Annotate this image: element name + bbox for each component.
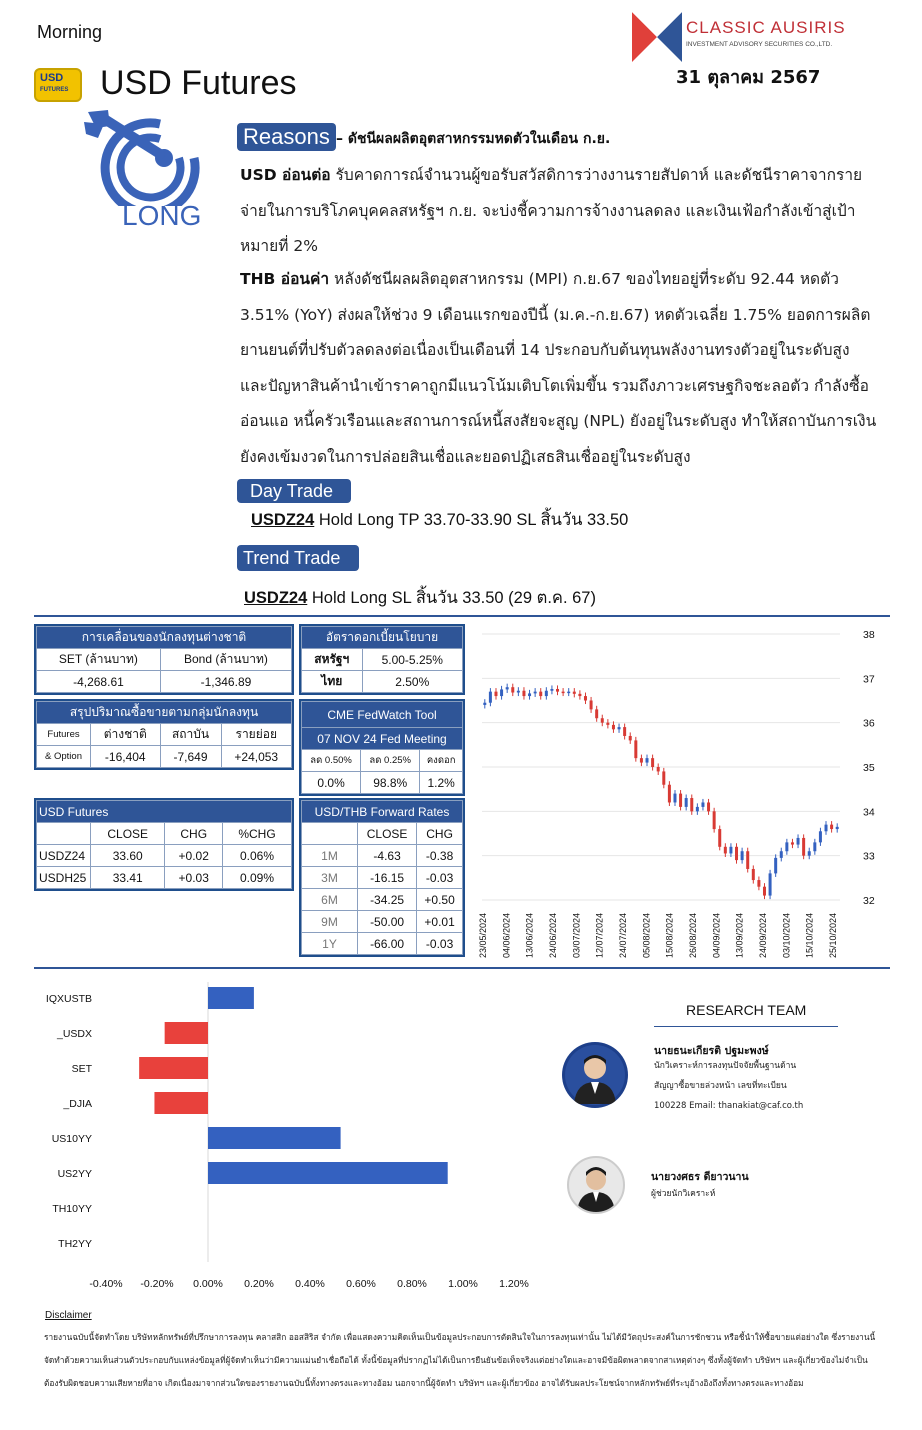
candle-body: [774, 858, 777, 874]
col-chg: CHG: [417, 823, 463, 845]
y-tick-label: 37: [863, 673, 875, 686]
candle-body: [735, 847, 738, 860]
table-row: [302, 889, 463, 911]
row-chg: -0.38: [417, 845, 463, 867]
x-tick-label: -0.40%: [89, 1278, 123, 1290]
bar-category-label: SET: [71, 1063, 92, 1075]
foreign-flow-title: การเคลื่อนของนักลงทุนต่างชาติ: [37, 627, 292, 649]
bar-category-label: US2YY: [57, 1168, 92, 1180]
candle-body: [729, 847, 732, 854]
day-trade-text: Hold Long TP 33.70-33.90 SL สิ้นวัน 33.50: [314, 511, 629, 529]
candle-body: [791, 842, 794, 844]
bar: [154, 1092, 208, 1114]
row-symbol: USDZ24: [37, 845, 91, 867]
rate-country: สหรัฐฯ: [302, 649, 363, 671]
row-close: -16.15: [358, 867, 417, 889]
analyst-2-avatar: [567, 1156, 625, 1214]
analyst-1-role-1: นักวิเคราะห์การลงทุนปัจจัยพื้นฐานด้าน: [654, 1061, 797, 1071]
value-set: -4,268.61: [37, 671, 161, 693]
x-tick-label: 03/07/2024: [571, 912, 582, 958]
session-label: Morning: [37, 22, 103, 42]
policy-rate-table: [299, 624, 465, 695]
row-tenor: 1Y: [302, 933, 358, 955]
market-change-bar-chart: [34, 980, 554, 1300]
thb-lead: THB อ่อนค่า: [240, 270, 330, 288]
trend-trade-pill: Trend Trade: [237, 545, 359, 571]
x-tick-label: 1.00%: [448, 1278, 478, 1290]
investor-group-title: สรุปปริมาณซื้อขายตามกลุ่มนักลงทุน: [37, 702, 292, 724]
candle-body: [780, 851, 783, 858]
col-institution: สถาบัน: [160, 724, 221, 746]
y-tick-label: 33: [863, 850, 875, 863]
bar-category-label: _DJIA: [63, 1098, 92, 1110]
x-tick-label: 04/09/2024: [711, 912, 722, 958]
fedwatch-table: [299, 699, 465, 796]
day-trade-line: [251, 507, 628, 533]
candle-body: [662, 771, 665, 784]
candle-body: [494, 692, 497, 696]
brand-logo-icon: [632, 12, 682, 62]
table-row: [302, 933, 463, 955]
row-tenor: 6M: [302, 889, 358, 911]
usd-paragraph: [240, 158, 880, 265]
bar-category-label: TH2YY: [58, 1238, 92, 1250]
candle-body: [825, 825, 828, 832]
row-chg: +0.01: [417, 911, 463, 933]
reasons-pill: Reasons: [237, 123, 336, 151]
candle-body: [763, 887, 766, 896]
row-chg: +0.50: [417, 889, 463, 911]
foreign-flow-table: [34, 624, 294, 695]
candle-body: [797, 838, 800, 845]
bar-category-label: TH10YY: [52, 1203, 92, 1215]
bar: [208, 1162, 448, 1184]
bar-category-label: US10YY: [51, 1133, 92, 1145]
report-title: USD Futures: [100, 64, 297, 102]
signal-label: LONG: [122, 200, 202, 231]
candle-body: [545, 691, 548, 696]
table-row: [37, 867, 292, 889]
row-chg: -0.03: [417, 867, 463, 889]
x-tick-label: 26/08/2024: [688, 912, 698, 958]
candle-body: [813, 842, 816, 851]
analyst-1-avatar: [562, 1042, 628, 1108]
candle-body: [489, 692, 492, 703]
usd-text: รับคาดการณ์จำนวนผู้ขอรับสวัสดิการว่างงานรายสัปดาห์ และดัชนีราคาจากรายจ่ายในการบริโภคบุคคลสหรัฐฯ ก.ย. จะบ่งชี้ความการจ้างงานลดลง และเงินเฟ้อกำลังเข้าสู่เป้าหมายที่ 2%: [240, 166, 863, 255]
usd-futures-table: [34, 798, 294, 891]
thb-text: หลังดัชนีผลผลิตอุตสาหกรรม (MPI) ก.ย.67 ของไทยอยู่ที่ระดับ 92.44 หดตัว 3.51% (YoY) ส่งผลให้ช่วง 9 เดือนแรกของปีนี้ (ม.ค.-ก.ย.67) หดตัวเฉลี่ย 1.75% ยอดการผลิตยานยนต์ที่ปรับตัวลดลงต่อเนื่องเป็นเดือนที่ 14 ประกอบกับต้นทุนพลังงานทรงตัวอยู่ในระดับสูง และปัญหาสินค้านำเข้าราคาถูกมีแนวโน้มเติบโตเพิ่มขึ้น รวมถึงภาวะเศรษฐกิจชะลอตัว กำลังซื้ออ่อนแอ หนี้ครัวเรือนและสถานการณ์หนี้สงสัยจะสูญ (NPL) ยังอยู่ในระดับสูง ทำให้สถาบันการเงินยังคงเข้มงวดในการปล่อยสินเชื่อและยอดปฏิเสธสินเชื่ออยู่ในระดับสูง: [240, 270, 877, 466]
x-tick-label: 24/09/2024: [758, 912, 768, 958]
candle-body: [567, 692, 570, 694]
candle-body: [830, 825, 833, 829]
candle-body: [657, 767, 660, 771]
x-tick-label: 15/08/2024: [664, 912, 675, 958]
x-tick-label: 24/07/2024: [618, 912, 628, 958]
col-cut-25: ลด 0.25%: [361, 750, 420, 772]
candle-body: [668, 785, 671, 803]
candle-body: [584, 696, 587, 700]
row-tenor: 9M: [302, 911, 358, 933]
brand-name: CLASSIC AUSIRIS: [686, 18, 846, 37]
candle-body: [701, 802, 704, 806]
row-pctchg: 0.06%: [223, 845, 292, 867]
logo-subtext: FUTURES: [40, 87, 69, 93]
table-row: [302, 911, 463, 933]
policy-rate-title: อัตราดอกเบี้ยนโยบาย: [302, 627, 463, 649]
row-tenor: 1M: [302, 845, 358, 867]
candle-body: [506, 687, 509, 689]
x-tick-label: 25/10/2024: [828, 912, 838, 958]
col-chg: CHG: [165, 823, 223, 845]
table-row: [37, 845, 292, 867]
analyst-1-role-2: สัญญาซื้อขายล่วงหน้า เลขที่ทะเบียน: [654, 1081, 787, 1091]
candle-body: [562, 692, 565, 694]
x-tick-label: 0.80%: [397, 1278, 427, 1290]
trend-trade-text: Hold Long SL สิ้นวัน 33.50 (29 ต.ค. 67): [307, 589, 596, 607]
candle-body: [539, 692, 542, 696]
candle-body: [623, 727, 626, 736]
prob-cut-25: 98.8%: [361, 772, 420, 794]
fed-meeting: 07 NOV 24 Fed Meeting: [302, 728, 463, 750]
brand-subtitle: INVESTMENT ADVISORY SECURITIES CO.,LTD.: [686, 41, 833, 48]
bar-category-label: _USDX: [56, 1028, 92, 1040]
fedwatch-title: CME FedWatch Tool: [302, 702, 463, 728]
value-bond: -1,346.89: [160, 671, 291, 693]
candle-body: [713, 811, 716, 829]
col-close: CLOSE: [91, 823, 165, 845]
research-team-underline: [654, 1026, 838, 1027]
candle-body: [752, 869, 755, 880]
candle-body: [612, 725, 615, 729]
thb-paragraph: [240, 262, 880, 475]
candle-body: [646, 758, 649, 762]
candle-body: [757, 880, 760, 887]
row-close: -50.00: [358, 911, 417, 933]
x-tick-label: 13/09/2024: [734, 912, 745, 958]
candle-body: [528, 693, 531, 696]
row-pctchg: 0.09%: [223, 867, 292, 889]
x-tick-label: 0.00%: [193, 1278, 223, 1290]
logo-text: USD: [40, 72, 64, 84]
candle-body: [606, 723, 609, 725]
table-row: [302, 845, 463, 867]
analyst-2-name: นายวงศธร ดียาวนาน: [651, 1171, 749, 1183]
usd-futures-logo: [34, 68, 82, 102]
x-tick-label: 0.20%: [244, 1278, 274, 1290]
col-foreign: ต่างชาติ: [91, 724, 161, 746]
y-tick-label: 38: [863, 629, 875, 641]
day-trade-pill: Day Trade: [237, 479, 351, 503]
x-tick-label: 0.60%: [346, 1278, 376, 1290]
candle-body: [618, 727, 621, 729]
x-tick-label: 12/07/2024: [594, 912, 605, 958]
candle-body: [511, 687, 514, 692]
y-tick-label: 32: [863, 895, 875, 907]
futures-label: Futures: [37, 724, 91, 746]
bar: [208, 1127, 341, 1149]
candle-body: [690, 798, 693, 811]
x-tick-label: 04/06/2024: [501, 912, 512, 958]
bar: [208, 987, 254, 1009]
col-pctchg: %CHG: [223, 823, 292, 845]
candle-body: [741, 851, 744, 860]
candle-body: [483, 703, 486, 705]
section-divider: [34, 615, 890, 617]
analyst-2-role: ผู้ช่วยนักวิเคราะห์: [651, 1189, 716, 1199]
candle-body: [836, 827, 839, 829]
x-tick-label: 13/06/2024: [524, 912, 535, 958]
candle-body: [534, 692, 537, 694]
col-retail: รายย่อย: [221, 724, 292, 746]
candle-body: [819, 831, 822, 842]
bar-category-label: IQXUSTB: [45, 993, 92, 1005]
analyst-1-email: 100228 Email: thanakiat@caf.co.th: [654, 1101, 804, 1111]
candle-body: [634, 740, 637, 758]
bar: [139, 1057, 208, 1079]
candle-body: [500, 689, 503, 696]
value-foreign: -16,404: [91, 746, 161, 768]
report-date: 31 ตุลาคม 2567: [676, 67, 821, 88]
y-tick-label: 34: [863, 806, 875, 819]
x-tick-label: 24/06/2024: [548, 912, 558, 958]
candle-body: [601, 718, 604, 722]
candle-body: [746, 851, 749, 869]
section-divider: [34, 967, 890, 969]
y-tick-label: 35: [863, 762, 875, 774]
row-close: -4.63: [358, 845, 417, 867]
candle-body: [522, 691, 525, 696]
bar: [165, 1022, 208, 1044]
analyst-1-name: นายธนะเกียรติ ปฐมะพงษ์: [654, 1045, 769, 1057]
row-close: 33.60: [91, 845, 165, 867]
row-tenor: 3M: [302, 867, 358, 889]
candle-body: [517, 691, 520, 693]
candle-body: [673, 794, 676, 803]
col-hold: คงดอก: [420, 750, 463, 772]
day-trade-symbol: USDZ24: [251, 511, 315, 529]
row-chg: -0.03: [417, 933, 463, 955]
research-team-title: RESEARCH TEAM: [686, 1002, 807, 1018]
target-dart-icon: [82, 106, 222, 206]
candle-body: [640, 758, 643, 762]
candle-body: [629, 736, 632, 740]
value-retail: +24,053: [221, 746, 292, 768]
candle-body: [769, 873, 772, 895]
y-tick-label: 36: [863, 717, 875, 730]
x-tick-label: -0.20%: [140, 1278, 174, 1290]
forward-rates-table: [299, 798, 465, 957]
disclaimer-title: Disclaimer: [45, 1310, 92, 1321]
investor-group-table: [34, 699, 294, 770]
candle-body: [578, 694, 581, 696]
candle-body: [550, 689, 553, 691]
candle-body: [808, 851, 811, 855]
candle-body: [802, 838, 805, 856]
forward-rates-title: USD/THB Forward Rates: [302, 801, 463, 823]
col-set: SET (ล้านบาท): [37, 649, 161, 671]
table-row: [302, 867, 463, 889]
candle-body: [556, 689, 559, 692]
row-chg: +0.03: [165, 867, 223, 889]
value-institution: -7,649: [160, 746, 221, 768]
rate-value: 2.50%: [362, 671, 462, 693]
candle-body: [707, 802, 710, 811]
row-close: 33.41: [91, 867, 165, 889]
candle-body: [651, 758, 654, 767]
trend-trade-symbol: USDZ24: [244, 589, 308, 607]
row-symbol: USDH25: [37, 867, 91, 889]
x-tick-label: 03/10/2024: [781, 912, 792, 958]
x-tick-label: 15/10/2024: [804, 912, 815, 958]
row-close: -66.00: [358, 933, 417, 955]
row-close: -34.25: [358, 889, 417, 911]
x-tick-label: 05/08/2024: [641, 912, 652, 958]
col-close: CLOSE: [358, 823, 417, 845]
disclaimer-text: รายงานฉบับนี้จัดทำโดย บริษัทหลักทรัพย์ที่ปรึกษาการลงทุน คลาสสิก ออสสิริส จำกัด เพื่อแสดงความคิดเห็นเป็นข้อมูลประกอบการตัดสินใจในการลงทุนเท่านั้น ไม่ได้มีวัตถุประสงค์ในการชักชวน หรือชี้นำให้ซื้อขายแต่อย่างใด ซึ่งรายงานนี้ จัดทำด้วยความเห็นส่วนตัวประกอบกับแหล่งข้อมูลที่ผู้จัดทำเห็นว่ามีความแม่นยำเชื่อถือได้ ทั้งนี้ข้อมูลที่ปรากฏไม่ได้เป็นการยืนยันข้อเท็จจริงแต่อย่างใดและอาจมีข้อผิดพลาดจากสาเหตุต่างๆ ซึ่งทั้งผู้จัดทำ บริษัทฯ และผู้เกี่ยวข้องไม่จำเป็นต้องรับผิดชอบความเสียหายที่อาจ เกิดเนื่องมาจากส่วนใดของรายงานฉบับนี้ทั้งทางตรงและทางอ้อม นอกจากนี้ผู้จัดทำ บริษัทฯ และผู้เกี่ยวข้อง อาจได้รับผลประโยชน์จากหลักทรัพย์ที่ระบุอ้างอิงถึงทั้งทางตรงและทางอ้อม: [44, 1332, 876, 1388]
rate-country: ไทย: [302, 671, 363, 693]
candle-body: [724, 847, 727, 854]
prob-hold: 1.2%: [420, 772, 463, 794]
candle-body: [685, 798, 688, 807]
col-bond: Bond (ล้านบาท): [160, 649, 291, 671]
reasons-headline: – ดัชนีผลผลิตอุตสาหกรรมหดตัวในเดือน ก.ย.: [336, 131, 611, 147]
candle-body: [696, 807, 699, 811]
candle-body: [785, 842, 788, 851]
x-tick-label: 0.40%: [295, 1278, 325, 1290]
option-label: & Option: [37, 746, 91, 768]
x-tick-label: 1.20%: [499, 1278, 529, 1290]
candle-body: [590, 701, 593, 710]
x-tick-label: 23/05/2024: [478, 912, 488, 958]
candle-body: [595, 709, 598, 718]
usd-futures-title: USD Futures: [37, 801, 292, 823]
trend-trade-line: [244, 585, 596, 611]
candle-body: [573, 692, 576, 694]
rate-value: 5.00-5.25%: [362, 649, 462, 671]
candle-body: [718, 829, 721, 847]
row-chg: +0.02: [165, 845, 223, 867]
usdthb-candlestick-chart: [470, 622, 890, 962]
candle-body: [679, 794, 682, 807]
usd-lead: USD อ่อนต่อ: [240, 166, 331, 184]
prob-cut-50: 0.0%: [302, 772, 361, 794]
col-cut-50: ลด 0.50%: [302, 750, 361, 772]
